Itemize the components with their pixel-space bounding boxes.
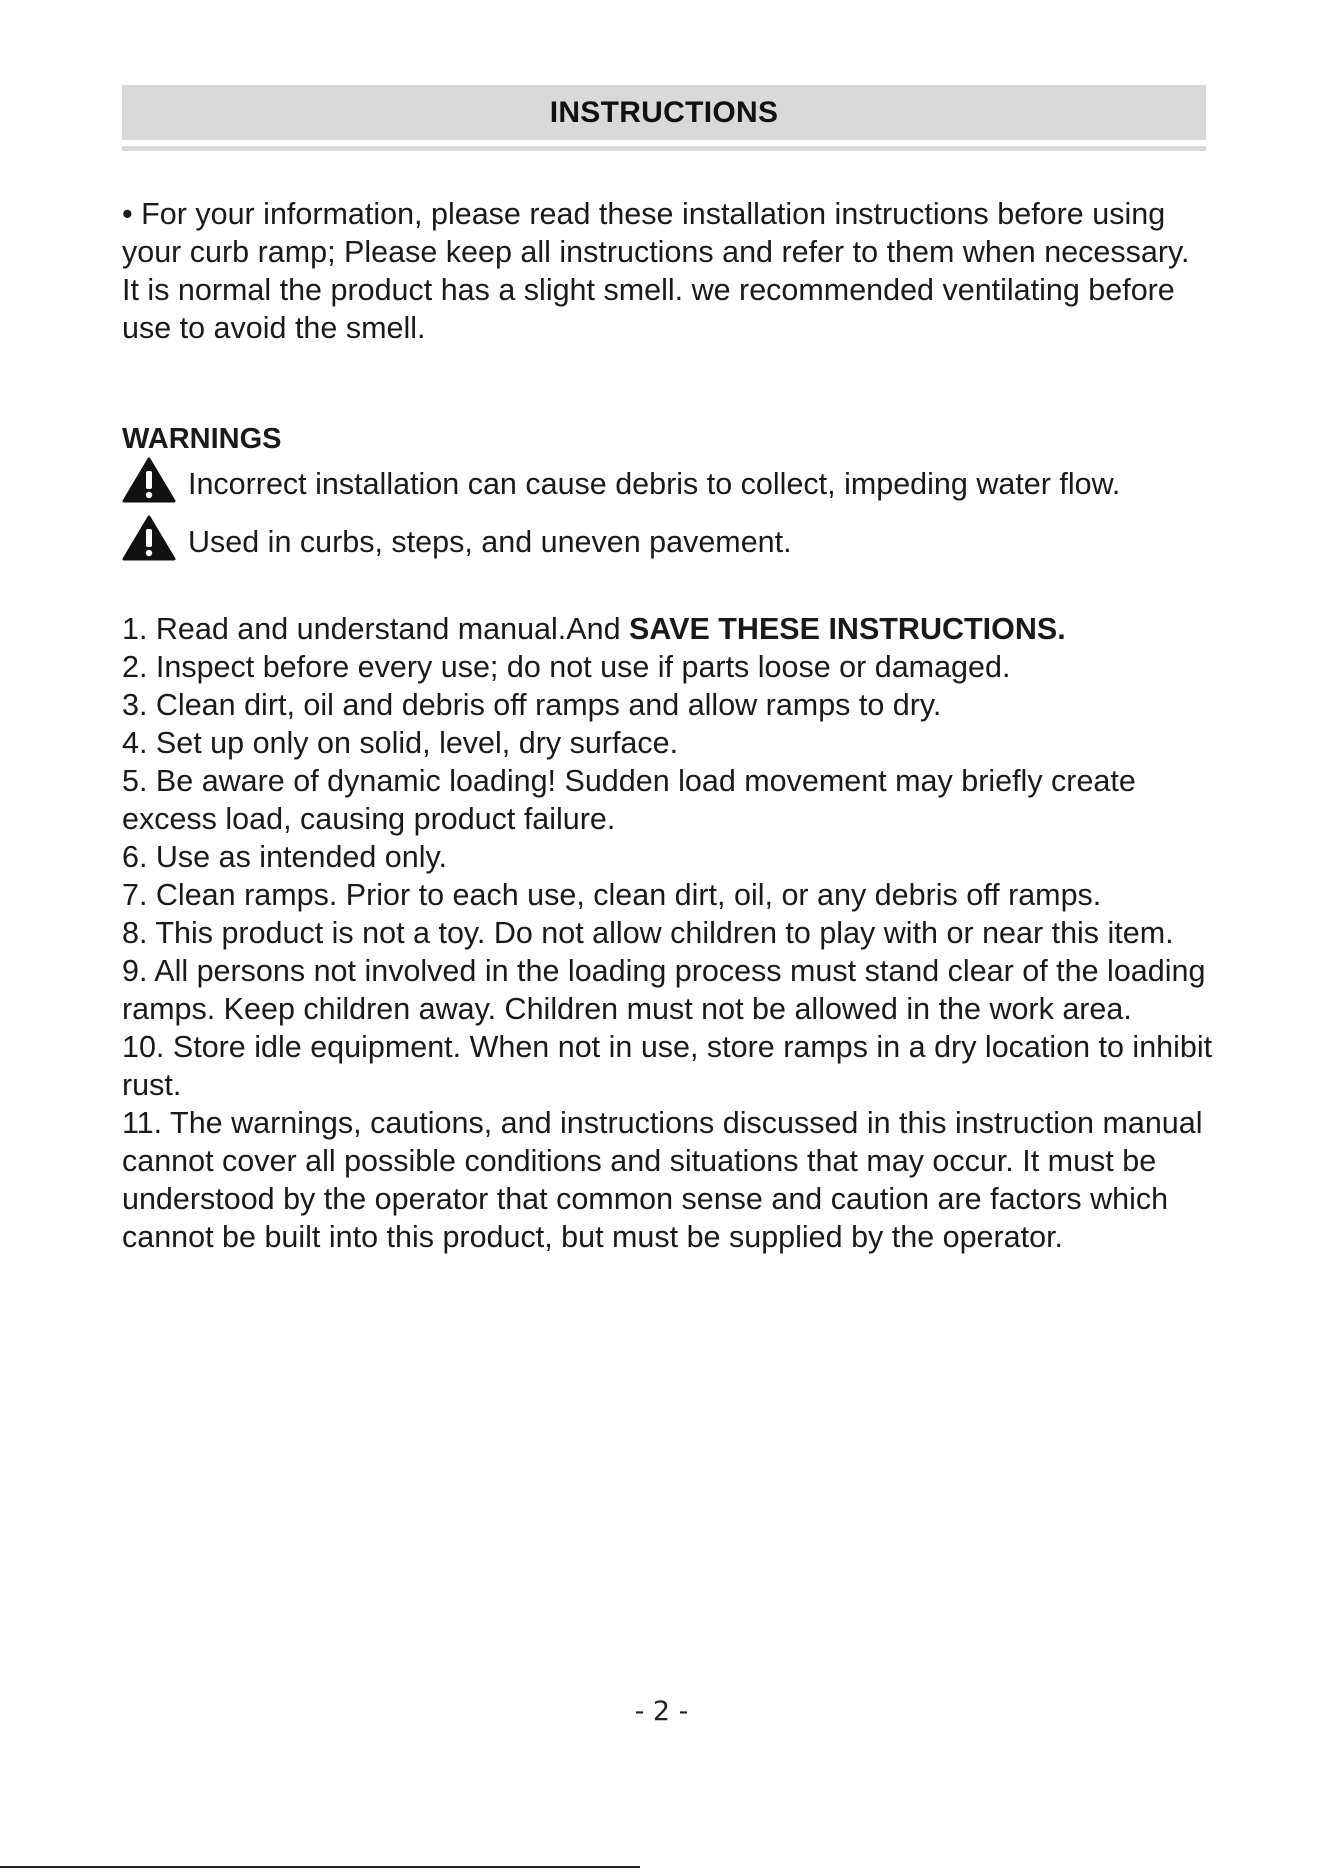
warnings-heading: WARNINGS	[122, 423, 282, 455]
intro-paragraph: • For your information, please read these installation instructions before using your curb ramp; Please keep all instructions and refer to them when necessary. It is normal the product has a slight smell. we recommended ventilating before use to avoid the smell.	[122, 197, 1190, 345]
instruction-item: 1. Read and understand manual.And SAVE THESE INSTRUCTIONS.	[122, 612, 1066, 646]
instruction-item: 6. Use as intended only.	[122, 840, 447, 874]
warning-triangle-icon	[122, 457, 176, 503]
instruction-item: 3. Clean dirt, oil and debris off ramps and allow ramps to dry.	[122, 688, 942, 722]
instruction-item: 2. Inspect before every use; do not use if parts loose or damaged.	[122, 650, 1011, 684]
header-bar	[122, 85, 1206, 140]
save-instructions-emphasis: SAVE THESE INSTRUCTIONS.	[629, 612, 1066, 646]
bottom-divider	[0, 1866, 640, 1868]
instruction-item: 11. The warnings, cautions, and instructions discussed in this instruction manual cannot cover all possible conditions and situations that may occur. It must be understood by the operator that common sense and caution are factors which cannot be built into this product, but must be supplied by the operator.	[122, 1106, 1203, 1254]
warning-item	[122, 515, 792, 561]
instruction-item: 7. Clean ramps. Prior to each use, clean dirt, oil, or any debris off ramps.	[122, 878, 1102, 912]
instruction-item: 8. This product is not a toy. Do not allow children to play with or near this item.	[122, 916, 1174, 950]
warning-triangle-icon	[122, 515, 176, 561]
warning-text: Incorrect installation can cause debris to collect, impeding water flow.	[188, 467, 1121, 501]
instruction-item: 9. All persons not involved in the loading process must stand clear of the loading ramps. Keep children away. Children must not be allowed in the work area.	[122, 954, 1206, 1026]
instruction-item: 5. Be aware of dynamic loading! Sudden load movement may briefly create excess load, causing product failure.	[122, 764, 1136, 836]
instruction-item: 10. Store idle equipment. When not in use, store ramps in a dry location to inhibit rust.	[122, 1030, 1213, 1102]
page-title: INSTRUCTIONS	[549, 95, 779, 129]
header-divider	[122, 146, 1206, 151]
warning-text: Used in curbs, steps, and uneven pavement.	[188, 525, 792, 559]
page-number: - 2 -	[634, 1696, 689, 1727]
warning-item	[122, 457, 1120, 503]
instruction-list	[122, 610, 1217, 1256]
instruction-item: 4. Set up only on solid, level, dry surface.	[122, 726, 679, 760]
